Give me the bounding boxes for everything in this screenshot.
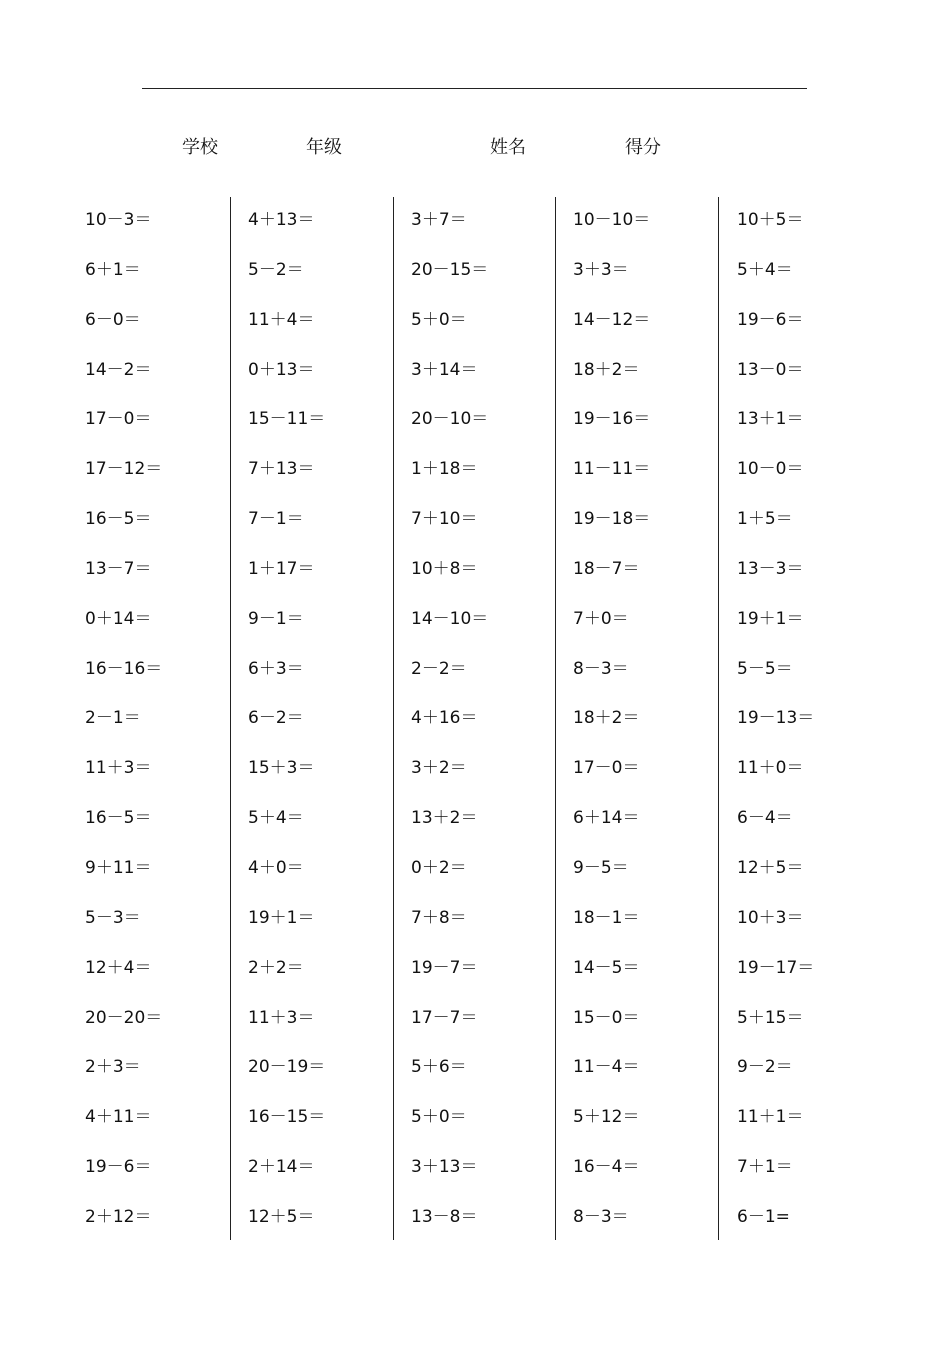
problem-item: 13－8＝ — [411, 1206, 478, 1227]
problem-item: 18＋2＝ — [573, 359, 640, 380]
problem-item: 4＋16＝ — [411, 708, 478, 729]
problem-item: 5＋12＝ — [573, 1107, 640, 1128]
problem-item: 3＋2＝ — [411, 758, 467, 779]
problem-item: 17－12＝ — [85, 459, 163, 480]
problem-item: 5－3＝ — [85, 907, 141, 928]
problem-item: 1＋18＝ — [411, 459, 478, 480]
problem-item: 10－3＝ — [85, 210, 152, 230]
problem-item: 5－2＝ — [248, 259, 304, 280]
problem-item: 2＋2＝ — [248, 957, 304, 978]
problem-item: 12＋4＝ — [85, 957, 152, 978]
problem-item: 6－4＝ — [737, 808, 793, 829]
problem-item: 9－2＝ — [737, 1057, 793, 1078]
problem-item: 19－18＝ — [573, 509, 651, 530]
problem-item: 11＋1＝ — [737, 1107, 804, 1128]
problem-item: 19－6＝ — [85, 1157, 152, 1178]
problem-column-4 — [573, 196, 723, 1243]
problem-item: 12＋5＝ — [737, 857, 804, 878]
problem-item: 15＋3＝ — [248, 758, 315, 779]
problem-item: 2＋3＝ — [85, 1057, 141, 1078]
grade-label: 年级 — [306, 137, 342, 158]
problem-item: 16－15＝ — [248, 1107, 326, 1128]
problem-item: 16－5＝ — [85, 808, 152, 829]
problem-item: 14－12＝ — [573, 309, 651, 330]
problem-item: 17－7＝ — [411, 1007, 478, 1028]
problem-item: 8－3＝ — [573, 1206, 629, 1227]
problem-item: 20－15＝ — [411, 259, 489, 280]
top-rule — [142, 88, 807, 89]
problem-item: 16－4＝ — [573, 1157, 640, 1178]
problem-item: 3＋3＝ — [573, 259, 629, 280]
problem-item: 14－2＝ — [85, 359, 152, 380]
score-label: 得分 — [625, 137, 661, 158]
problem-item: 19－6＝ — [737, 309, 804, 330]
problem-item: 10－0＝ — [737, 459, 804, 480]
problem-item: 7＋13＝ — [248, 459, 315, 480]
problem-item: 0＋13＝ — [248, 359, 315, 380]
problem-item: 1＋17＝ — [248, 558, 315, 579]
problem-item: 4＋0＝ — [248, 857, 304, 878]
problem-item: 11＋3＝ — [85, 758, 152, 779]
problem-item: 13＋2＝ — [411, 808, 478, 829]
problem-column-1 — [85, 196, 235, 1243]
problem-item: 5＋4＝ — [248, 808, 304, 829]
problem-item: 11－11＝ — [573, 459, 651, 480]
problem-item: 0＋2＝ — [411, 857, 467, 878]
problem-column-5 — [737, 196, 887, 1243]
problem-item: 5＋6＝ — [411, 1057, 467, 1078]
problem-item: 5＋0＝ — [411, 309, 467, 330]
problem-item: 9＋11＝ — [85, 857, 152, 878]
problem-item: 5－5＝ — [737, 658, 793, 679]
problem-item: 18－7＝ — [573, 558, 640, 579]
problem-item: 2＋12＝ — [85, 1206, 152, 1227]
problem-item: 20－19＝ — [248, 1057, 326, 1078]
problem-item: 19＋1＝ — [737, 608, 804, 629]
problem-item: 7＋10＝ — [411, 509, 478, 530]
problem-item: 16－5＝ — [85, 509, 152, 530]
problem-item: 11＋3＝ — [248, 1007, 315, 1028]
problem-item: 1＋5＝ — [737, 509, 793, 530]
problem-item: 13－7＝ — [85, 558, 152, 579]
problem-item: 13－3＝ — [737, 558, 804, 579]
problem-item: 5＋4＝ — [737, 259, 793, 280]
problem-item: 11＋0＝ — [737, 758, 804, 779]
problem-item: 10＋5＝ — [737, 210, 804, 230]
problem-item: 19－13＝ — [737, 708, 815, 729]
problem-column-3 — [411, 196, 561, 1243]
problem-item: 6－1= — [737, 1206, 790, 1227]
problem-item: 4＋11＝ — [85, 1107, 152, 1128]
problem-item: 20－10＝ — [411, 409, 489, 430]
problem-item: 19－7＝ — [411, 957, 478, 978]
problem-item: 10＋8＝ — [411, 558, 478, 579]
problem-item: 18＋2＝ — [573, 708, 640, 729]
problem-item: 6－2＝ — [248, 708, 304, 729]
problem-item: 7＋1＝ — [737, 1157, 793, 1178]
problem-item: 18－1＝ — [573, 907, 640, 928]
problem-item: 5＋15＝ — [737, 1007, 804, 1028]
problem-item: 11＋4＝ — [248, 309, 315, 330]
problem-item: 7＋8＝ — [411, 907, 467, 928]
problem-item: 19－17＝ — [737, 957, 815, 978]
problem-item: 3＋13＝ — [411, 1157, 478, 1178]
name-label: 姓名 — [490, 137, 526, 158]
problem-item: 19＋1＝ — [248, 907, 315, 928]
problem-column-2 — [248, 196, 398, 1243]
problem-item: 2－1＝ — [85, 708, 141, 729]
problem-item: 4＋13＝ — [248, 210, 315, 230]
problem-item: 5＋0＝ — [411, 1107, 467, 1128]
problem-item: 9－5＝ — [573, 857, 629, 878]
problem-item: 2＋14＝ — [248, 1157, 315, 1178]
problem-item: 15－11＝ — [248, 409, 326, 430]
problem-item: 0＋14＝ — [85, 608, 152, 629]
school-label: 学校 — [182, 137, 218, 158]
problem-item: 6＋14＝ — [573, 808, 640, 829]
problem-item: 7－1＝ — [248, 509, 304, 530]
problem-item: 6＋1＝ — [85, 259, 141, 280]
problem-item: 6－0＝ — [85, 309, 141, 330]
problem-item: 3＋7＝ — [411, 210, 467, 230]
problem-item: 9－1＝ — [248, 608, 304, 629]
problem-item: 14－5＝ — [573, 957, 640, 978]
problem-item: 6＋3＝ — [248, 658, 304, 679]
problem-item: 17－0＝ — [85, 409, 152, 430]
problem-item: 20－20＝ — [85, 1007, 163, 1028]
problem-item: 11－4＝ — [573, 1057, 640, 1078]
problem-item: 13＋1＝ — [737, 409, 804, 430]
problem-item: 13－0＝ — [737, 359, 804, 380]
problem-item: 14－10＝ — [411, 608, 489, 629]
problem-item: 10＋3＝ — [737, 907, 804, 928]
problem-item: 2－2＝ — [411, 658, 467, 679]
problem-item: 19－16＝ — [573, 409, 651, 430]
problem-item: 12＋5＝ — [248, 1206, 315, 1227]
problem-item: 15－0＝ — [573, 1007, 640, 1028]
problem-item: 10－10＝ — [573, 210, 651, 230]
problem-item: 16－16＝ — [85, 658, 163, 679]
problem-item: 7＋0＝ — [573, 608, 629, 629]
problem-item: 3＋14＝ — [411, 359, 478, 380]
problem-item: 8－3＝ — [573, 658, 629, 679]
problem-item: 17－0＝ — [573, 758, 640, 779]
